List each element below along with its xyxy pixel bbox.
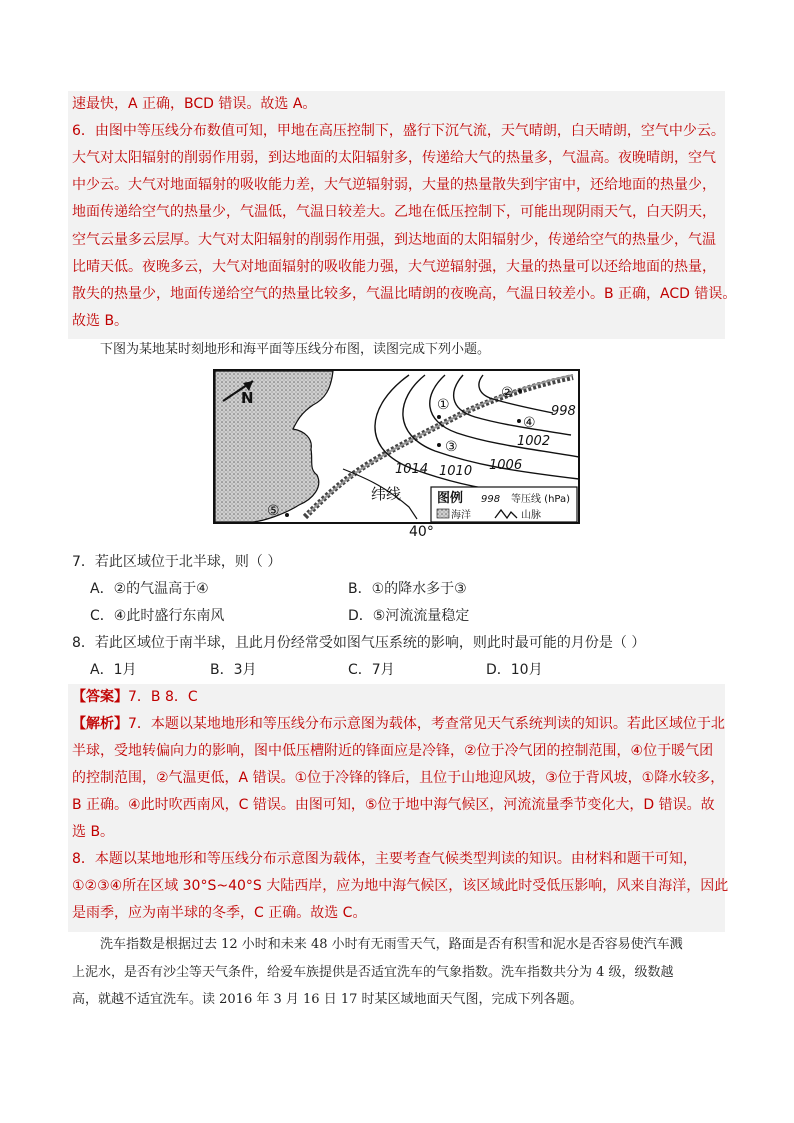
answer-tag: 【答案】 <box>72 689 128 705</box>
analysis-tag: 【解析】 <box>72 716 128 732</box>
q7-stem: 7．若此区域位于北半球，则（ ） <box>72 554 282 570</box>
q8-stem: 8．若此区域位于南半球，且此月份经常受如图气压系统的影响，则此时最可能的月份是（ ） <box>72 635 646 651</box>
intro2-line-2: 高，就越不适宜洗车。读 2016 年 3 月 16 日 17 时某区域地面天气图，完成下列各题。 <box>72 992 583 1007</box>
analysis-text-0: 7．本题以某地地形和等压线分布示意图为载体，考查常见天气系统判读的知识。若此区域位于北 <box>128 716 725 732</box>
q7-option-d: D．⑤河流流量稳定 <box>348 608 470 624</box>
north-label: N <box>241 389 254 407</box>
isobar-label-1006: 1006 <box>489 458 523 473</box>
q8-option-b: B．3月 <box>210 662 257 678</box>
point-5-label: ⑤ <box>267 503 280 519</box>
point-1-label: ① <box>437 397 450 413</box>
answer2-analysis-line-0 <box>72 711 725 737</box>
q7-option-a: A．②的气温高于④ <box>90 581 209 597</box>
pressure-map-figure <box>213 369 580 524</box>
answer1-line-6: 比晴天低。夜晚多云，大气对地面辐射的吸收能力强，大气逆辐射强，大量的热量可以还给地面的热量， <box>72 259 716 275</box>
legend <box>431 487 577 522</box>
answer2-answer-line <box>72 684 198 710</box>
point-4-label: ④ <box>523 415 536 431</box>
answer1-line-4: 地面传递给空气的热量少，气温低，气温日较差大。乙地在低压控制下，可能出现阴雨天气，白天阴天， <box>72 204 716 220</box>
legend-title: 图例 <box>437 491 464 506</box>
legend-isobar-label: 等压线 (hPa) <box>511 494 571 505</box>
answer1-line-1: 6．由图中等压线分布数值可知，甲地在高压控制下，盛行下沉气流，天气晴朗，白天晴朗，空气中少云。 <box>72 123 725 139</box>
q7-option-b: B．①的降水多于③ <box>348 581 467 597</box>
intro2-line-0: 洗车指数是根据过去 12 小时和未来 48 小时有无雨雪天气，路面是否有积雪和泥水是否容易使汽车溅 <box>100 937 683 952</box>
isobar-label-1014: 1014 <box>395 462 429 477</box>
point-2-label: ② <box>501 385 514 401</box>
q7-option-c: C．④此时盛行东南风 <box>90 608 225 624</box>
answer1-line-8: 故选 B。 <box>72 313 129 329</box>
point-3-label: ③ <box>445 439 458 455</box>
intro2-line-1: 上泥水，是否有沙尘等天气条件，给爱车族提供是否适宜洗车的气象指数。洗车指数共分为 4 级，级数越 <box>72 965 674 980</box>
answer1-line-3: 中少云。大气对地面辐射的吸收能力差，大气逆辐射弱，大量的热量散失到宇宙中，还给地面的热量少， <box>72 177 716 193</box>
latitude-label: 纬线 <box>371 485 402 503</box>
legend-ocean-label: 海洋 <box>451 510 471 521</box>
answer1-line-0: 速最快，A 正确，BCD 错误。故选 A。 <box>72 96 317 112</box>
answer1-line-5: 空气云量多云层厚。大气对太阳辐射的削弱作用强，到达地面的太阳辐射少，传递给空气的热量少，气温 <box>72 232 716 248</box>
q8-option-d: D．10月 <box>486 662 543 678</box>
answer1-line-7: 散失的热量少，地面传递给空气的热量比较多，气温比晴朗的夜晚高，气温日较差小。B 正确，ACD 错误。 <box>72 286 737 302</box>
legend-mountain-label: 山脉 <box>521 510 541 521</box>
answer2-line-1: 半球，受地转偏向力的影响，图中低压槽附近的锋面应是冷锋，②位于冷气团的控制范围，④位于暖气团 <box>72 743 714 759</box>
latitude-value-label: 40° <box>409 524 434 540</box>
intro-text-1: 下图为某地某时刻地形和海平面等压线分布图，读图完成下列小题。 <box>100 342 491 357</box>
q8-option-a: A．1月 <box>90 662 137 678</box>
answer-values: 7．B 8．C <box>128 689 198 705</box>
q8-option-c: C．7月 <box>348 662 395 678</box>
isobar-label-1002: 1002 <box>517 434 551 449</box>
answer2-line-4: 选 B。 <box>72 824 115 840</box>
answer2-line-2: 的控制范围，②气温更低，A 错误。①位于冷锋的锋后，且位于山地迎风坡，③位于背风坡，①降水较多， <box>72 770 725 786</box>
answer2-line-5: 8．本题以某地地形和等压线分布示意图为载体，主要考查气候类型判读的知识。由材料和题干可知， <box>72 851 697 867</box>
isobar-label-998: 998 <box>551 404 576 419</box>
answer2-line-7: 是雨季，应为南半球的冬季，C 正确。故选 C。 <box>72 905 367 921</box>
isobar-label-1010: 1010 <box>439 464 473 479</box>
answer1-line-2: 大气对太阳辐射的削弱作用弱，到达地面的太阳辐射多，传递给大气的热量多，气温高。夜晚晴朗，空气 <box>72 150 716 166</box>
answer2-line-3: B 正确。④此时吹西南风，C 错误。由图可知，⑤位于地中海气候区，河流流量季节变化大，D 错误。故 <box>72 797 715 813</box>
legend-ocean-swatch <box>437 509 449 518</box>
legend-isobar-sample: 998 <box>481 494 501 505</box>
answer2-line-6: ①②③④所在区域 30°S~40°S 大陆西岸，应为地中海气候区，该区域此时受低压影响，风来自海洋，因此 <box>72 878 729 894</box>
